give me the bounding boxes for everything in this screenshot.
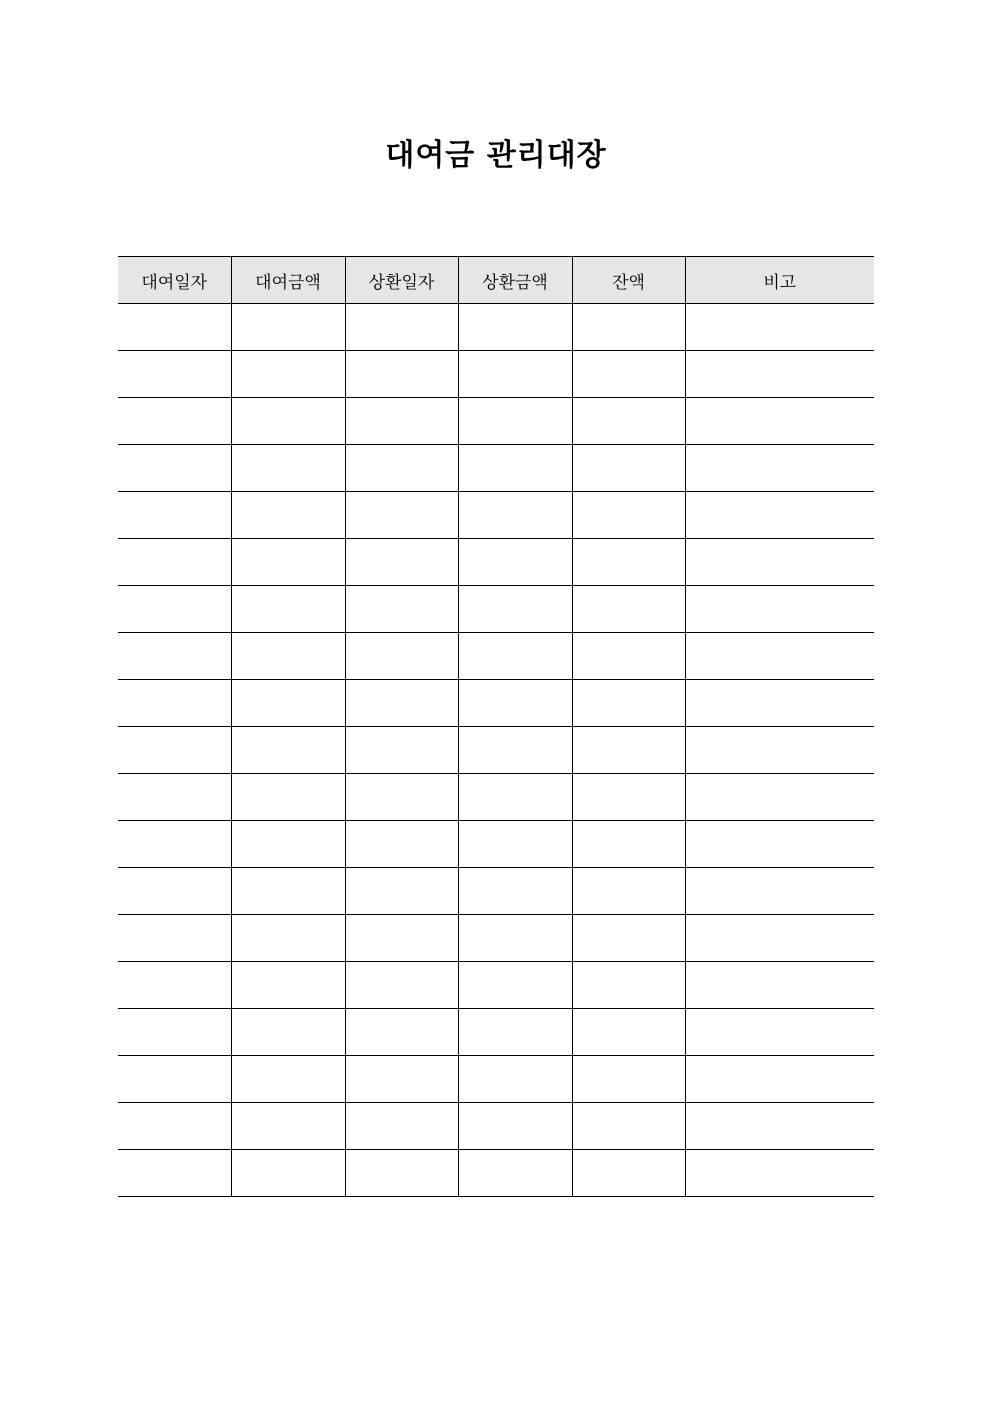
- cell-remarks: [685, 539, 874, 586]
- table-row: [118, 727, 874, 774]
- cell-loan-amount: [231, 1056, 345, 1103]
- cell-loan-date: [118, 304, 231, 351]
- cell-balance: [572, 727, 685, 774]
- cell-repayment-date: [345, 633, 458, 680]
- cell-remarks: [685, 633, 874, 680]
- cell-repayment-date: [345, 398, 458, 445]
- cell-repayment-amount: [458, 492, 572, 539]
- column-header-repayment-amount: 상환금액: [458, 257, 572, 304]
- cell-balance: [572, 915, 685, 962]
- cell-loan-date: [118, 492, 231, 539]
- cell-repayment-date: [345, 492, 458, 539]
- cell-remarks: [685, 1056, 874, 1103]
- cell-repayment-date: [345, 445, 458, 492]
- cell-loan-amount: [231, 727, 345, 774]
- cell-loan-amount: [231, 445, 345, 492]
- cell-repayment-date: [345, 915, 458, 962]
- cell-balance: [572, 492, 685, 539]
- cell-repayment-amount: [458, 633, 572, 680]
- cell-repayment-date: [345, 821, 458, 868]
- cell-repayment-amount: [458, 304, 572, 351]
- cell-repayment-date: [345, 680, 458, 727]
- cell-loan-date: [118, 727, 231, 774]
- cell-balance: [572, 633, 685, 680]
- cell-repayment-amount: [458, 351, 572, 398]
- cell-loan-amount: [231, 915, 345, 962]
- table-header-row: [118, 257, 874, 304]
- cell-balance: [572, 445, 685, 492]
- column-header-loan-amount: 대여금액: [231, 257, 345, 304]
- cell-repayment-amount: [458, 915, 572, 962]
- cell-repayment-amount: [458, 821, 572, 868]
- cell-remarks: [685, 445, 874, 492]
- column-header-balance: 잔액: [572, 257, 685, 304]
- table-row: [118, 539, 874, 586]
- cell-repayment-amount: [458, 727, 572, 774]
- cell-loan-amount: [231, 774, 345, 821]
- table-row: [118, 915, 874, 962]
- table-row: [118, 680, 874, 727]
- table-row: [118, 868, 874, 915]
- table-row: [118, 492, 874, 539]
- cell-balance: [572, 868, 685, 915]
- cell-remarks: [685, 680, 874, 727]
- cell-remarks: [685, 1150, 874, 1197]
- cell-loan-amount: [231, 398, 345, 445]
- column-header-loan-date: 대여일자: [118, 257, 231, 304]
- cell-loan-amount: [231, 1150, 345, 1197]
- table-row: [118, 1056, 874, 1103]
- cell-repayment-amount: [458, 398, 572, 445]
- table-row: [118, 398, 874, 445]
- cell-repayment-amount: [458, 445, 572, 492]
- cell-remarks: [685, 351, 874, 398]
- cell-repayment-date: [345, 727, 458, 774]
- cell-balance: [572, 1056, 685, 1103]
- cell-balance: [572, 1103, 685, 1150]
- column-header-remarks: 비고: [685, 257, 874, 304]
- cell-balance: [572, 351, 685, 398]
- table-row: [118, 1150, 874, 1197]
- column-header-repayment-date: 상환일자: [345, 257, 458, 304]
- cell-remarks: [685, 962, 874, 1009]
- cell-loan-date: [118, 1150, 231, 1197]
- cell-remarks: [685, 1009, 874, 1056]
- table-row: [118, 774, 874, 821]
- cell-loan-date: [118, 539, 231, 586]
- cell-repayment-date: [345, 868, 458, 915]
- cell-repayment-date: [345, 1150, 458, 1197]
- cell-loan-date: [118, 633, 231, 680]
- cell-loan-amount: [231, 821, 345, 868]
- cell-loan-date: [118, 445, 231, 492]
- cell-repayment-amount: [458, 774, 572, 821]
- cell-repayment-date: [345, 304, 458, 351]
- table-row: [118, 351, 874, 398]
- cell-loan-date: [118, 774, 231, 821]
- cell-remarks: [685, 821, 874, 868]
- cell-repayment-date: [345, 586, 458, 633]
- cell-loan-date: [118, 680, 231, 727]
- cell-loan-amount: [231, 539, 345, 586]
- cell-balance: [572, 774, 685, 821]
- cell-remarks: [685, 1103, 874, 1150]
- cell-remarks: [685, 586, 874, 633]
- cell-repayment-amount: [458, 1009, 572, 1056]
- cell-repayment-date: [345, 962, 458, 1009]
- table-row: [118, 821, 874, 868]
- cell-balance: [572, 1150, 685, 1197]
- cell-repayment-date: [345, 774, 458, 821]
- cell-repayment-amount: [458, 1103, 572, 1150]
- cell-balance: [572, 1009, 685, 1056]
- cell-loan-date: [118, 1056, 231, 1103]
- cell-loan-amount: [231, 868, 345, 915]
- cell-remarks: [685, 868, 874, 915]
- cell-loan-amount: [231, 492, 345, 539]
- cell-loan-amount: [231, 586, 345, 633]
- cell-balance: [572, 680, 685, 727]
- cell-loan-date: [118, 868, 231, 915]
- cell-remarks: [685, 774, 874, 821]
- cell-loan-date: [118, 586, 231, 633]
- cell-repayment-amount: [458, 680, 572, 727]
- cell-loan-amount: [231, 1103, 345, 1150]
- cell-balance: [572, 539, 685, 586]
- cell-loan-amount: [231, 351, 345, 398]
- cell-repayment-date: [345, 351, 458, 398]
- cell-remarks: [685, 304, 874, 351]
- cell-repayment-date: [345, 539, 458, 586]
- cell-repayment-date: [345, 1056, 458, 1103]
- cell-loan-date: [118, 962, 231, 1009]
- cell-repayment-date: [345, 1103, 458, 1150]
- cell-repayment-amount: [458, 1056, 572, 1103]
- table-row: [118, 1103, 874, 1150]
- cell-repayment-amount: [458, 1150, 572, 1197]
- cell-balance: [572, 304, 685, 351]
- loan-ledger-table: [118, 256, 874, 1197]
- table-row: [118, 304, 874, 351]
- table-row: [118, 445, 874, 492]
- cell-repayment-amount: [458, 539, 572, 586]
- table-body: [118, 304, 874, 1197]
- cell-loan-amount: [231, 680, 345, 727]
- cell-balance: [572, 586, 685, 633]
- cell-repayment-date: [345, 1009, 458, 1056]
- cell-balance: [572, 398, 685, 445]
- table-row: [118, 586, 874, 633]
- cell-loan-date: [118, 351, 231, 398]
- cell-remarks: [685, 492, 874, 539]
- cell-repayment-amount: [458, 868, 572, 915]
- cell-loan-amount: [231, 962, 345, 1009]
- cell-loan-date: [118, 398, 231, 445]
- cell-loan-date: [118, 1103, 231, 1150]
- cell-loan-amount: [231, 1009, 345, 1056]
- table-row: [118, 633, 874, 680]
- cell-loan-date: [118, 1009, 231, 1056]
- cell-repayment-amount: [458, 586, 572, 633]
- cell-balance: [572, 821, 685, 868]
- cell-loan-amount: [231, 304, 345, 351]
- cell-repayment-amount: [458, 962, 572, 1009]
- cell-loan-date: [118, 821, 231, 868]
- cell-loan-amount: [231, 633, 345, 680]
- cell-remarks: [685, 727, 874, 774]
- cell-loan-date: [118, 915, 231, 962]
- cell-balance: [572, 962, 685, 1009]
- table-row: [118, 1009, 874, 1056]
- cell-remarks: [685, 398, 874, 445]
- document-title: 대여금 관리대장: [385, 138, 607, 173]
- table-row: [118, 962, 874, 1009]
- cell-remarks: [685, 915, 874, 962]
